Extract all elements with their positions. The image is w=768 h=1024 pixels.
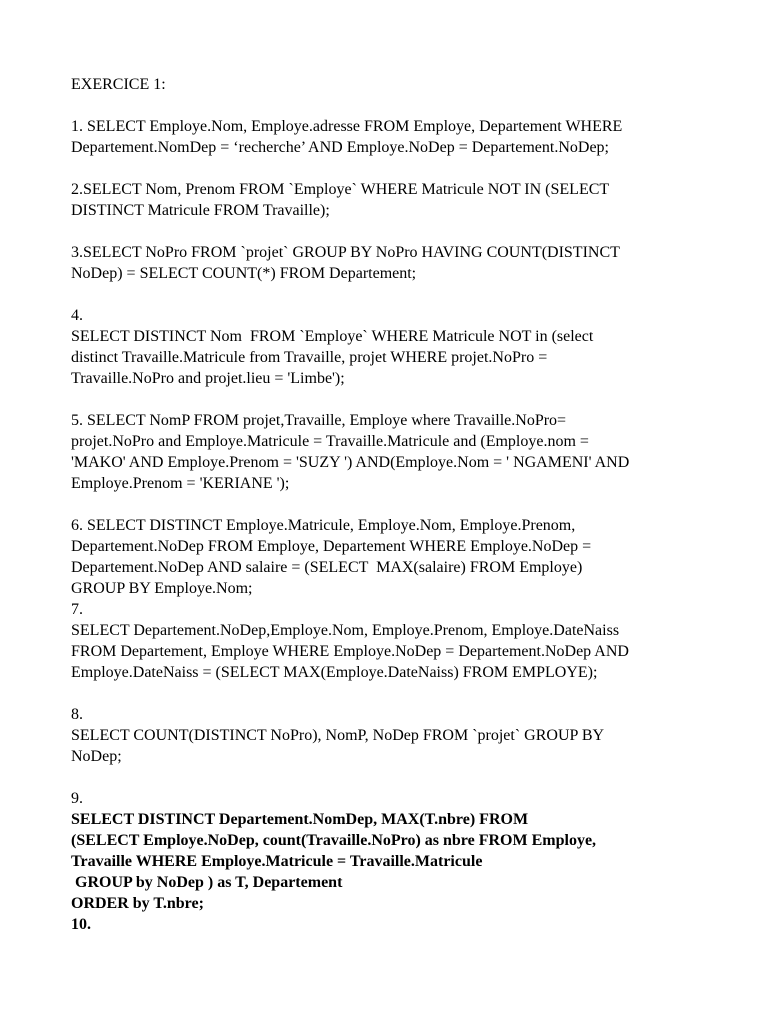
query-8-line-2: NoDep; [71,748,122,765]
query-9-number: 9. [71,790,83,807]
query-4-line-2: distinct Travaille.Matricule from Travaille, projet WHERE projet.NoPro = [71,349,548,366]
query-6-line-1: 6. SELECT DISTINCT Employe.Matricule, Employe.Nom, Employe.Prenom, [71,517,576,534]
query-2-line-2: DISTINCT Matricule FROM Travaille); [71,202,330,219]
query-5-line-2: projet.NoPro and Employe.Matricule = Travaille.Matricule and (Employe.nom = [71,433,589,450]
query-5 [71,410,701,494]
spacer [71,95,701,116]
query-9-bold-block [71,809,701,935]
query-6-line-3: Departement.NoDep AND salaire = (SELECT MAX(salaire) FROM Employe) [71,559,583,576]
query-6 [71,515,701,599]
query-6-line-2: Departement.NoDep FROM Employe, Departement WHERE Employe.NoDep = [71,538,592,555]
query-3 [71,242,701,284]
query-7-line-3: Employe.DateNaiss = (SELECT MAX(Employe.DateNaiss) FROM EMPLOYE); [71,664,598,681]
spacer [71,683,701,704]
query-8-number: 8. [71,706,83,723]
query-5-line-3: 'MAKO' AND Employe.Prenom = 'SUZY ') AND(Employe.Nom = ' NGAMENI' AND [71,454,630,471]
query-4-line-3: Travaille.NoPro and projet.lieu = 'Limbe'); [71,370,345,387]
document-body [71,74,701,935]
query-3-line-2: NoDep) = SELECT COUNT(*) FROM Departement; [71,265,417,282]
spacer [71,767,701,788]
query-5-line-1: 5. SELECT NomP FROM projet,Travaille, Employe where Travaille.NoPro= [71,412,567,429]
query-2-line-1: 2.SELECT Nom, Prenom FROM `Employe` WHERE Matricule NOT IN (SELECT [71,181,610,198]
query-1 [71,116,701,158]
query-7-line-1: SELECT Departement.NoDep,Employe.Nom, Employe.Prenom, Employe.DateNaiss [71,622,620,639]
query-7 [71,599,701,683]
query-1-line-2: Departement.NomDep = ‘recherche’ AND Employe.NoDep = Departement.NoDep; [71,139,609,156]
query-8 [71,704,701,767]
query-5-line-4: Employe.Prenom = 'KERIANE '); [71,475,290,492]
query-9-line-2: (SELECT Employe.NoDep, count(Travaille.NoPro) as nbre FROM Employe, [71,832,597,849]
query-4 [71,305,701,389]
query-9-line-5: ORDER by T.nbre; [71,895,204,912]
spacer [71,389,701,410]
query-2 [71,179,701,221]
spacer [71,494,701,515]
query-9-line-1: SELECT DISTINCT Departement.NomDep, MAX(T.nbre) FROM [71,811,529,828]
query-9-line-3: Travaille WHERE Employe.Matricule = Travaille.Matricule [71,853,483,870]
query-4-number: 4. [71,307,83,324]
exercise-title: EXERCICE 1: [71,76,166,93]
query-3-line-1: 3.SELECT NoPro FROM `projet` GROUP BY NoPro HAVING COUNT(DISTINCT [71,244,620,261]
query-1-line-1: 1. SELECT Employe.Nom, Employe.adresse FROM Employe, Departement WHERE [71,118,623,135]
query-7-line-2: FROM Departement, Employe WHERE Employe.NoDep = Departement.NoDep AND [71,643,629,660]
query-7-number: 7. [71,601,83,618]
spacer [71,221,701,242]
spacer [71,284,701,305]
query-4-line-1: SELECT DISTINCT Nom FROM `Employe` WHERE Matricule NOT in (select [71,328,594,345]
query-10-number: 10. [71,916,91,933]
query-9 [71,788,701,935]
spacer [71,158,701,179]
query-8-line-1: SELECT COUNT(DISTINCT NoPro), NomP, NoDep FROM `projet` GROUP BY [71,727,605,744]
query-6-line-4: GROUP BY Employe.Nom; [71,580,253,597]
query-9-line-4: GROUP by NoDep ) as T, Departement [71,874,343,891]
